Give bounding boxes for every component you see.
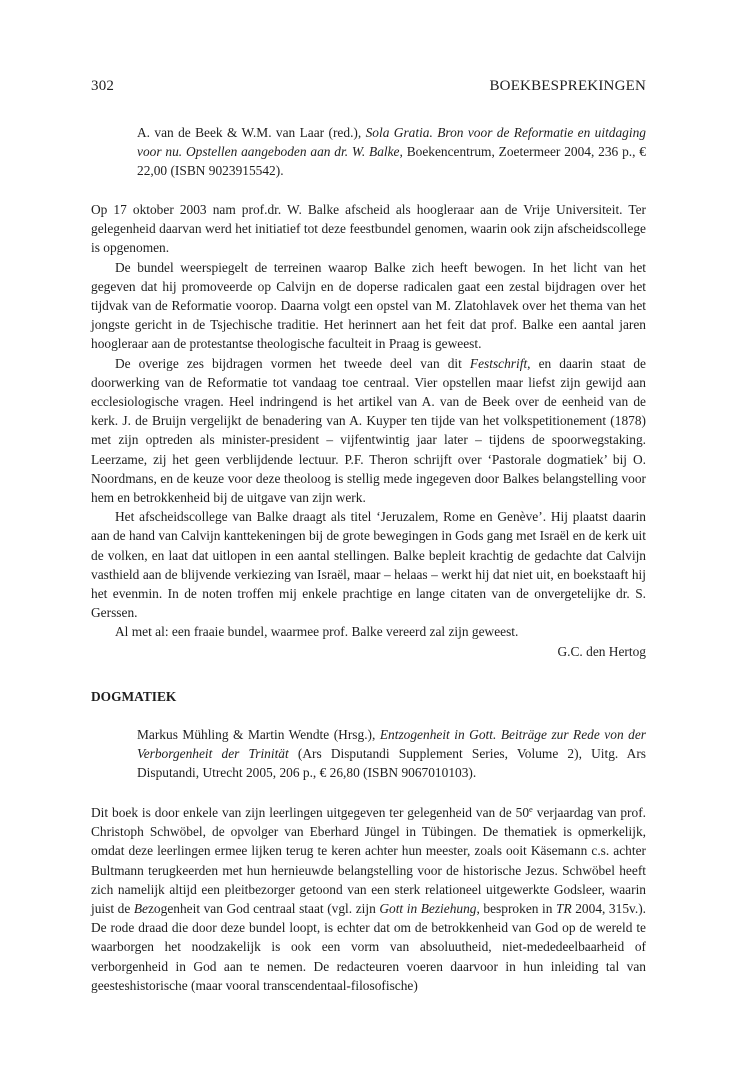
running-header <box>91 78 646 95</box>
review2-p1-emphasis-3: TR <box>556 901 572 917</box>
review1-paragraph-4: Het afscheidscollege van Balke draagt als titel ‘Jeruzalem, Rome en Genève’. Hij plaatst daarin aan de hand van Calvijn kanttekeningen bij de grote bewegingen in Gods gang met Israël en de kerk uit de volken, en laat dat uitlopen in een aantal stellingen. Balke bepleit krachtig de gedachte dat Calvijn vasthield aan de blijvende verkiezing van Israël, maar – helaas – werkt hij dat niet uit, en boekstaaft hij het evenmin. In de noten troffen mij enkele prachtige en lange citaten van de onvergetelijke dr. S. Gerssen. <box>91 509 646 621</box>
review1-body <box>91 200 646 661</box>
review1-paragraph-3 <box>91 354 646 508</box>
review1-signature: G.C. den Hertog <box>557 643 646 659</box>
review2-p1-text-a: Dit boek is door enkele van zijn leerlingen uitgegeven ter gelegenheid van de 50 <box>91 805 530 820</box>
review1-ref-authors: A. van de Beek & W.M. van Laar (red.), <box>137 125 366 140</box>
page-number: 302 <box>91 78 115 94</box>
review2-paragraph-1 <box>91 803 646 995</box>
review1-p3-emphasis: Festschrift <box>469 355 528 371</box>
review2-p1-superscript: e <box>529 804 533 814</box>
review1-paragraph-2: De bundel weerspiegelt de terreinen waarop Balke zich heeft bewogen. In het licht van het gegeven dat hij promoveerde op Calvijn en de doperse radicalen gaat een zestal bijdragen over het tijdvak van de Reformatie voorop. Daarna volgt een opstel van M. Zlatohlavek over het thema van het jongste gericht in de Tsjechische traditie. Het herinnert aan het feit dat prof. Balke een aantal jaren hoogleraar aan de protestantse theologische faculteit in Praag is geweest. <box>91 259 646 352</box>
review2-ref-title: Entzogenheit in Gott. Beiträge zur Rede von der Verborgenheit der Trinität <box>137 727 646 762</box>
review2-p1-emphasis-1: Be <box>133 901 148 917</box>
review2-reference <box>137 725 646 783</box>
review2-p1-text-e: 2004, 315v.). De rode draad die door deze bundel loopt, is echter dat om de betrokkenheid van God op de wereld te waarborgen het noodzakelijk is ook een vorm van absoluutheid, niet-mededeelbaarheid of verborgenheid in God aan te nemen. De redacteuren voeren daarvoor in hun inleiding tal van geesteshistorische (maar vooral transcendentaal-filosofische) <box>91 901 646 993</box>
review1-ref-title: Sola Gratia. Bron voor de Reformatie en uitdaging voor nu. Opstellen aangeboden aan dr. W. Balke, <box>137 125 646 160</box>
review2-ref-publication: (Ars Disputandi Supplement Series, Volume 2), Uitg. Ars Disputandi, Utrecht 2005, 206 p., € 26,80 (ISBN 9067010103). <box>137 746 646 781</box>
running-title: BOEKBESPREKINGEN <box>489 78 646 94</box>
review1-ref-publication: Boekencentrum, Zoetermeer 2004, 236 p., € 22,00 (ISBN 9023915542). <box>137 144 646 179</box>
review2-p1-text-d: , besproken in <box>476 901 557 917</box>
review2-p1-emphasis-2: Gott in Beziehung <box>379 901 477 917</box>
review1-p3-text-a: De overige zes bijdragen vormen het tweede deel van dit <box>115 355 470 371</box>
review1-paragraph-1: Op 17 oktober 2003 nam prof.dr. W. Balke afscheid als hoogleraar aan de Vrije Universiteit. Ter gelegenheid daarvan werd het initiatief tot deze feestbundel genomen, waarin ook zijn afscheidscollege is opgenomen. <box>91 202 646 256</box>
review2-body <box>91 803 646 995</box>
review1-p3-text-b: , en daarin staat de doorwerking van de Reformatie tot vandaag toe centraal. Vier opstellen maar liefst zijn gewijd aan ecclesiologische vragen. Heel indringend is het artikel van A. van de Beek over de eenheid van de kerk. J. de Bruijn vergelijkt de benadering van A. Kuyper ten tijde van het volkspetitionement (1878) met zijn optreden als minister-president – vijfentwintig jaar later – tijdens de spoorwegstaking. Leerzame, zij het geen verblijdende lectuur. P.F. Theron schrijft over ‘Pastorale dogmatiek’ bij O. Noordmans, en de keuze voor deze theoloog is stellig mede ingegeven door Balkes belangstelling voor hem en betrokkenheid bij de uitgave van zijn werk. <box>91 355 646 506</box>
review2-p1-text-b: verjaardag van prof. Christoph Schwöbel, de opvolger van Eberhard Jüngel in Tübingen. De thematiek is opmerkelijk, omdat deze leerlingen ermee lijken terug te keren achter hun meester, zoals ooit Käsemann c.s. achter Bultmann terugkeerden met hun hernieuwde belangstelling voor de historische Jezus. Schwöbel heeft zich namelijk altijd een pleitbezorger getoond van een sterk relationeel uitgewerkte Godsleer, waarin juist de <box>91 805 646 917</box>
section-heading: DOGMATIEK <box>91 689 177 704</box>
review1-reference <box>137 123 646 181</box>
review2-p1-text-c: zogenheit van God centraal staat (vgl. zijn <box>147 901 380 917</box>
review2-ref-authors: Markus Mühling & Martin Wendte (Hrsg.), <box>137 727 380 742</box>
review1-paragraph-5: Al met al: een fraaie bundel, waarmee prof. Balke vereerd zal zijn geweest. <box>115 624 519 640</box>
